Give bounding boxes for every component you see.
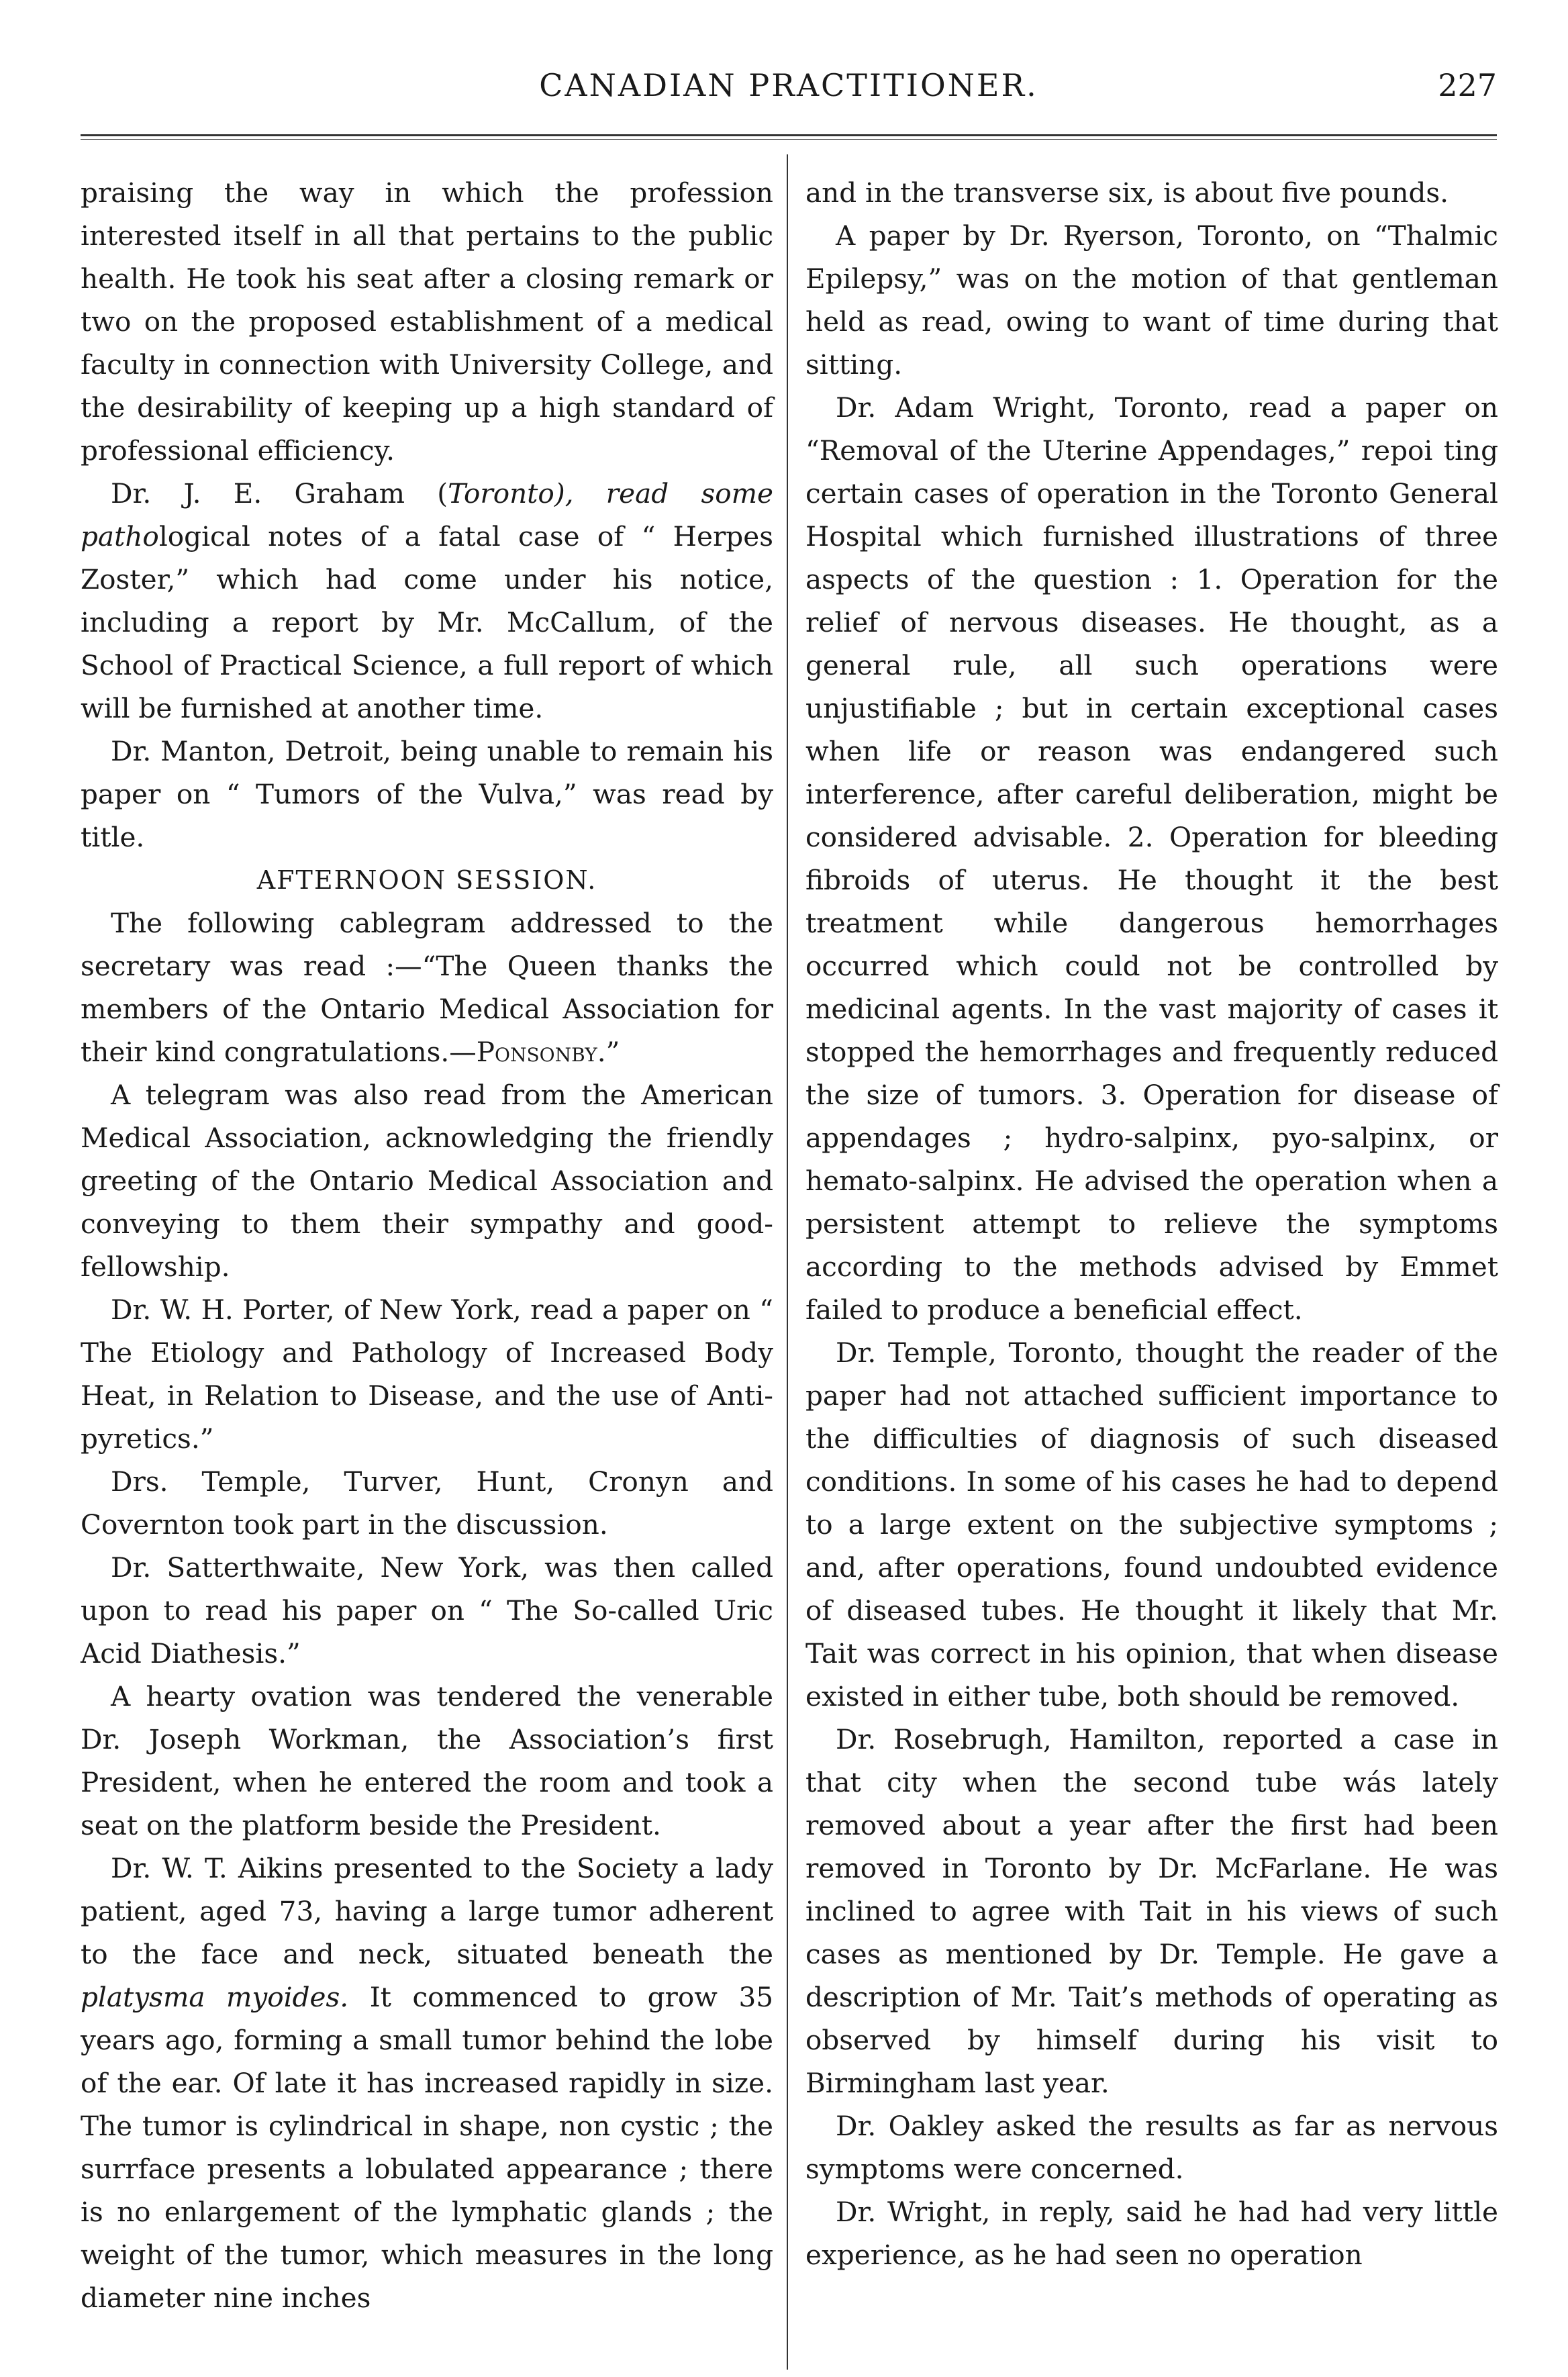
paragraph: A hearty ovation was tendered the venerable Dr. Joseph Workman, the Association’s first President, when he entered the room and took a seat on the platform beside the President. [81,1680,773,1841]
page-number: 227 [1438,67,1497,103]
header-rule [81,134,1497,140]
paragraph [81,472,773,730]
left-column [81,171,773,2319]
paragraph: Dr. Wright, in reply, said he had had very little experience, as he had seen no operation [805,2196,1498,2271]
text-run: ” [605,1036,620,1068]
paragraph: A telegram was also read from the American Medical Association, acknowledging the friendly greeting of the Ontario Medical Association and conveying to them their sympathy and good-fellowship. [81,1079,773,1283]
text-run: Dr. W. T. Aikins presented to the Society a lady patient, aged 73, having a large tumor adherent to the face and neck, situated beneath the [81,1852,773,1970]
paragraph: Dr. Satterthwaite, New York, was then called upon to read his paper on “ The So-called Uric Acid Diathesis.” [81,1551,773,1669]
paragraph [81,1847,773,2319]
text-run: logical notes of a fatal case of “ Herpes Zoster,” which had come under his notice, including a report by Mr. McCallum, of the School of Practical Science, a full report of which will be furnished at another time. [81,520,773,724]
text-run: Ponsonby. [476,1036,606,1068]
section-heading: AFTERNOON SESSION. [256,865,597,895]
column-divider [787,154,788,2370]
paragraph: and in the transverse six, is about five pounds. [805,177,1449,209]
paragraph: praising the way in which the profession interested itself in all that pertains to the public health. He took his seat after a closing remark or two on the proposed establishment of a medical faculty in connection with University College, and the desirability of keeping up a high standard of professional efficiency. [81,177,773,467]
paragraph: A paper by Dr. Ryerson, Toronto, on “Thalmic Epilepsy,” was on the motion of that gentleman held as read, owing to want of time during that sitting. [805,220,1498,381]
paragraph: Dr. Manton, Detroit, being unable to remain his paper on “ Tumors of the Vulva,” was read by title. [81,735,773,853]
text-run: Dr. J. E. Graham ( [111,477,448,510]
paragraph: Dr. Adam Wright, Toronto, read a paper on “Removal of the Uterine Appendages,” repoi ting certain cases of operation in the Toronto General Hospital which furnished illustrations of three aspects of the question : 1. Operation for the relief of nervous diseases. He thought, as a general rule, all such operations were unjustifiable ; but in certain exceptional cases when life or reason was endangered such interference, after careful deliberation, might be considered advisable. 2. Operation for bleeding fibroids of uterus. He thought it the best treatment while dangerous hemorrhages occurred which could not be controlled by medicinal agents. In the vast majority of cases it stopped the hemorrhages and frequently reduced the size of tumors. 3. Operation for disease of appendages ; hydro-salpinx, pyo-salpinx, or hemato-salpinx. He advised the operation when a persistent attempt to relieve the symptoms according to the methods advised by Emmet failed to produce a beneficial effect. [805,391,1498,1326]
paragraph: Dr. W. H. Porter, of New York, read a paper on “ The Etiology and Pathology of Increased Body Heat, in Relation to Disease, and the use of Anti-pyretics.” [81,1294,773,1455]
text-run: Toronto), read some patho [81,477,773,552]
journal-title: CANADIAN PRACTITIONER. [539,67,1038,103]
text-run: The following cablegram addressed to the secretary was read :—“The Queen thanks the members of the Ontario Medical Association for their kind congratulations.— [81,907,773,1068]
paragraph: Drs. Temple, Turver, Hunt, Cronyn and Covernton took part in the discussion. [81,1465,773,1541]
text-run: platysma myoides. [81,1981,349,2013]
paragraph: Dr. Rosebrugh, Hamilton, reported a case in that city when the second tube wás lately removed about a year after the first had been removed in Toronto by Dr. McFarlane. He was inclined to agree with Tait in his views of such cases as mentioned by Dr. Temple. He gave a description of Mr. Tait’s methods of operating as observed by himself during his visit to Birmingham last year. [805,1723,1498,2099]
paragraph: Dr. Temple, Toronto, thought the reader of the paper had not attached sufficient importance to the difficulties of diagnosis of such diseased conditions. In some of his cases he had to depend to a large extent on the subjective symptoms ; and, after operations, found undoubted evidence of diseased tubes. He thought it likely that Mr. Tait was correct in his opinion, that when disease existed in either tube, both should be removed. [805,1337,1498,1712]
text-run: It commenced to grow 35 years ago, forming a small tumor behind the lobe of the ear. Of late it has increased rapidly in size. The tumor is cylindrical in shape, non cystic ; the surrface presents a lobulated appearance ; there is no enlargement of the lymphatic glands ; the weight of the tumor, which measures in the long diameter nine inches [81,1981,773,2314]
running-header [81,47,1497,121]
paragraph: Dr. Oakley asked the results as far as nervous symptoms were concerned. [805,2110,1498,2185]
paragraph [81,902,773,1073]
right-column [805,171,1498,2276]
